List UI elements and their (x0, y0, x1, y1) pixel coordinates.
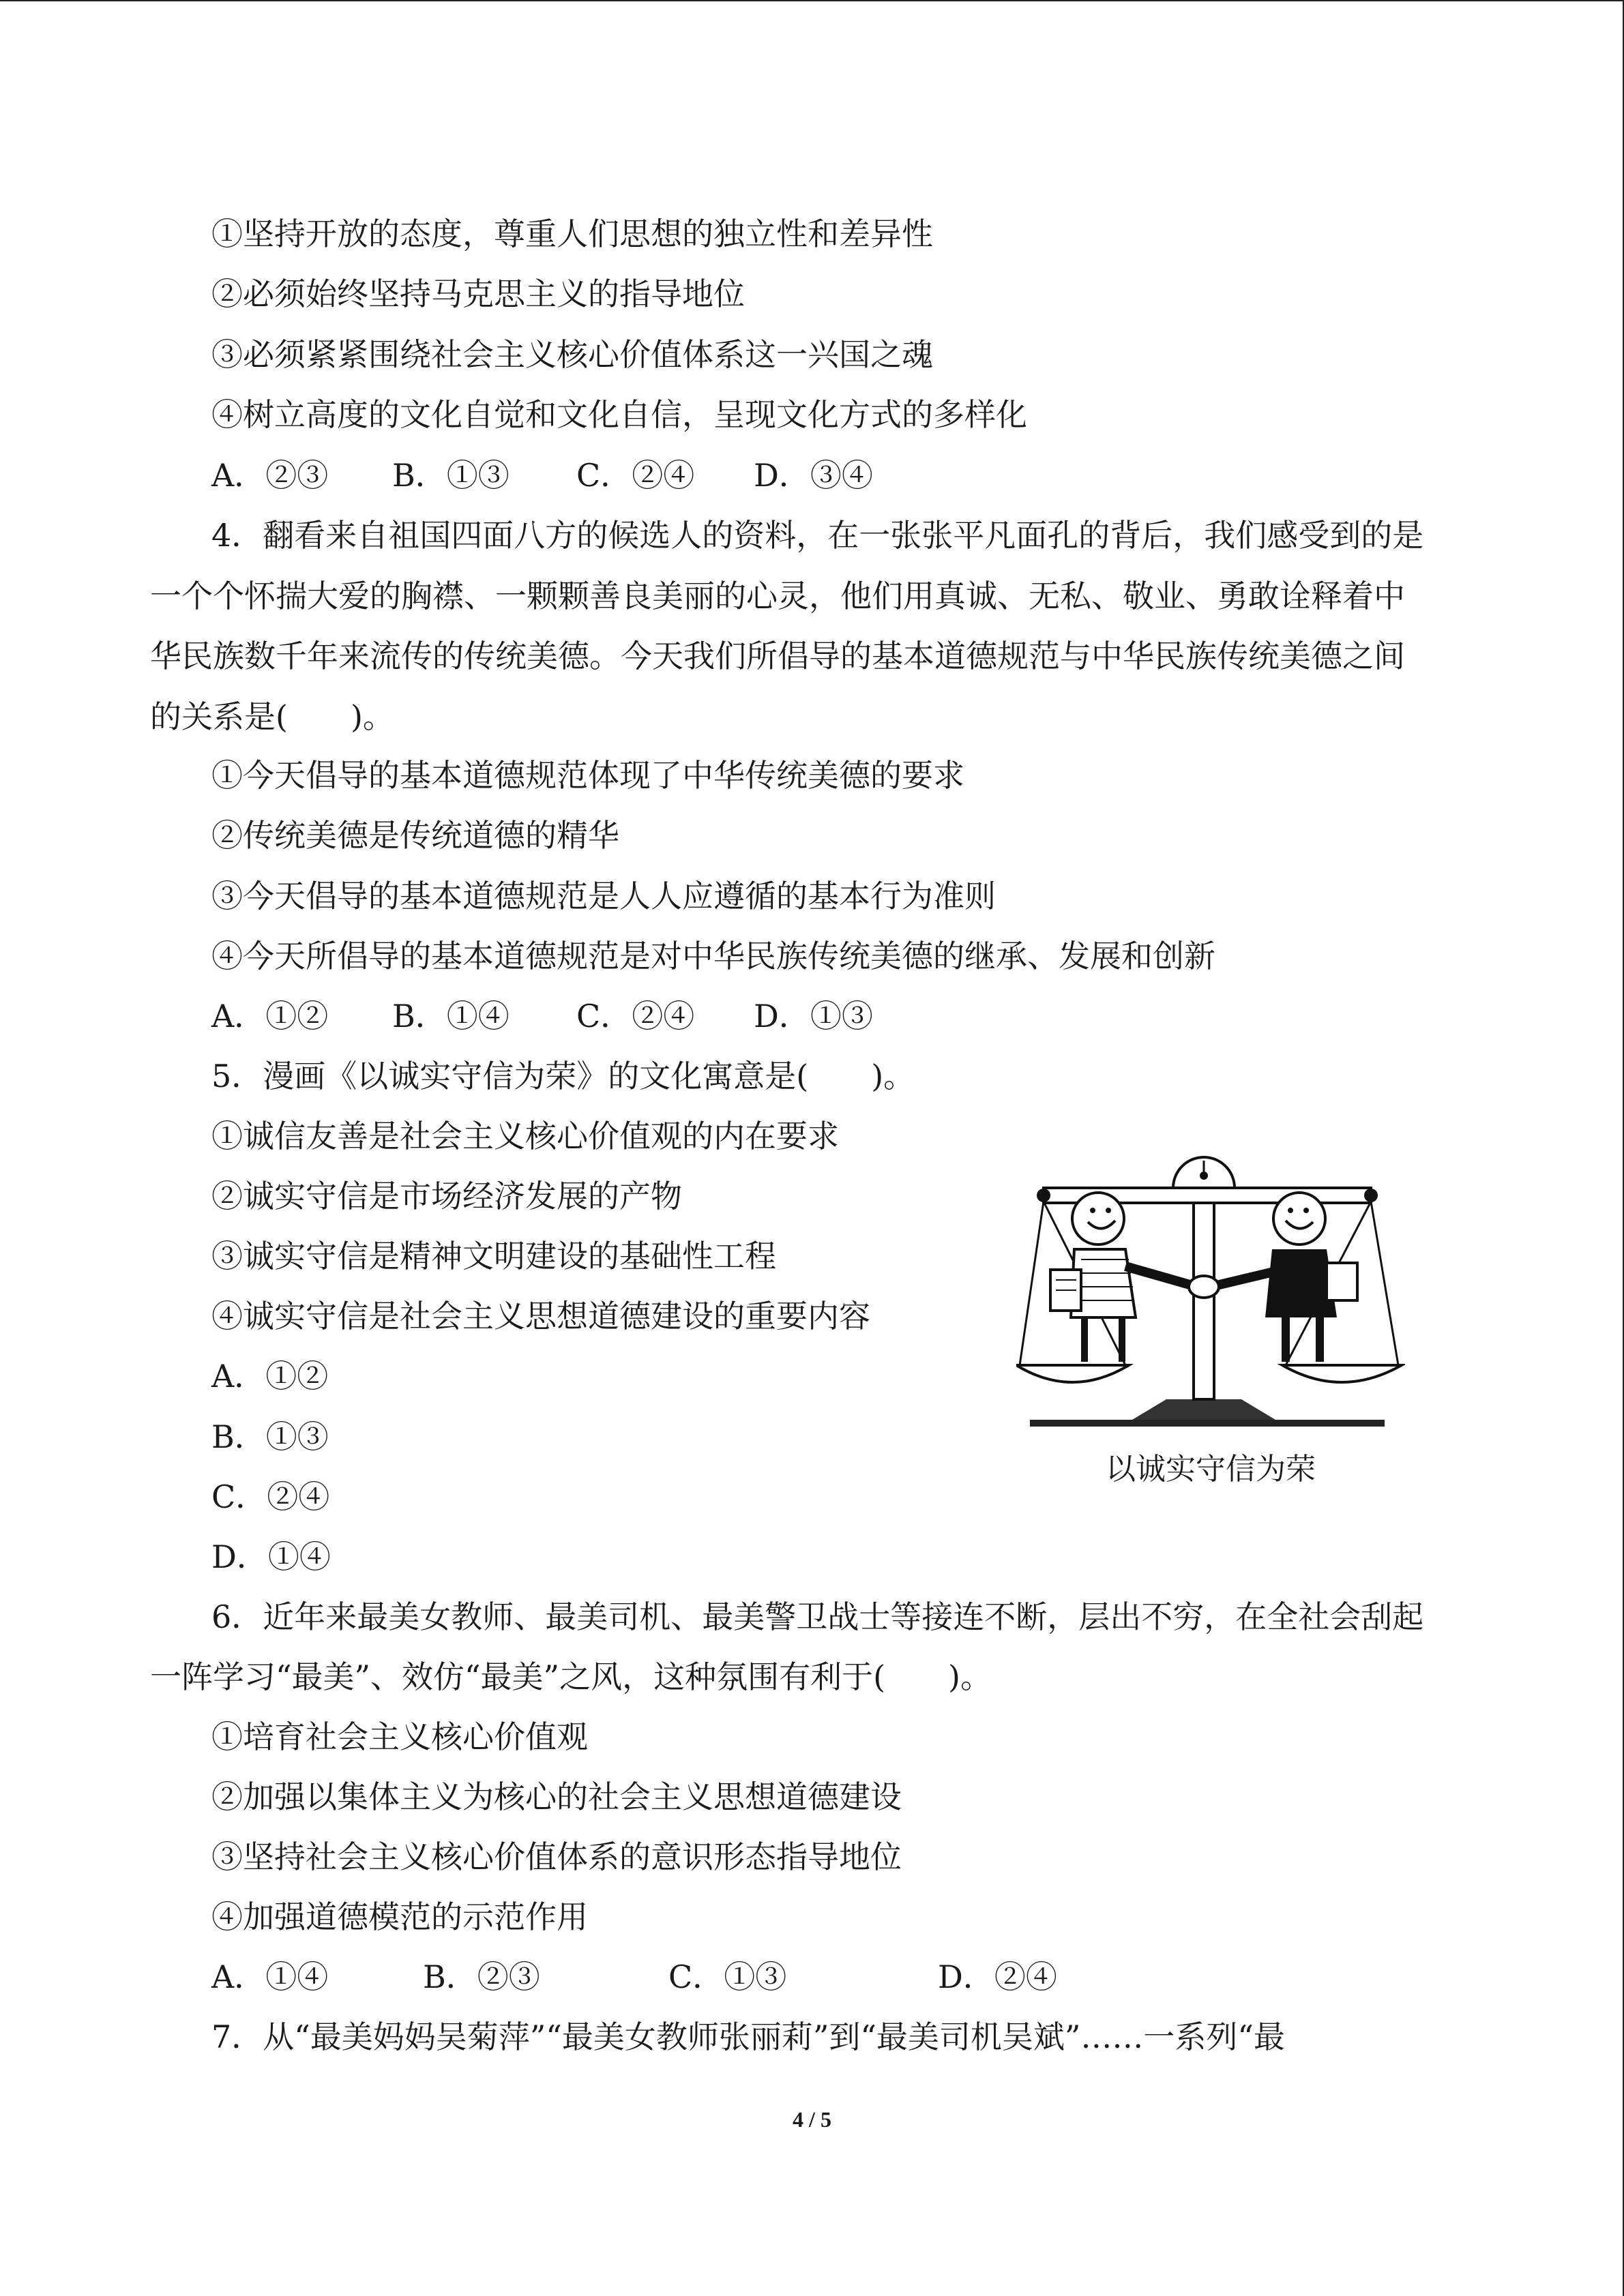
q3-option-d: D．③④ (754, 457, 873, 494)
q5-option-a: A．①② (211, 1358, 329, 1395)
q4-options (211, 996, 873, 1037)
q5-stem: 5．漫画《以诚实守信为荣》的文化寓意是( )。 (211, 1058, 915, 1094)
q4-item-1: ①今天倡导的基本道德规范体现了中华传统美德的要求 (211, 757, 964, 794)
q4-option-d: D．①③ (754, 998, 873, 1034)
q5-item-2: ②诚实守信是市场经济发展的产物 (211, 1178, 682, 1214)
q4-item-2: ②传统美德是传统道德的精华 (211, 817, 619, 854)
q6-item-1: ①培育社会主义核心价值观 (211, 1718, 588, 1755)
q5-item-4: ④诚实守信是社会主义思想道德建设的重要内容 (211, 1298, 870, 1335)
q4-option-b: B．①④ (392, 998, 510, 1034)
q6-stem-line-2: 一阵学习“最美”、效仿“最美”之风，这种氛围有利于( )。 (150, 1658, 992, 1695)
q4-option-a: A．①② (211, 998, 329, 1034)
q5-option-c: C．②④ (211, 1478, 330, 1515)
q6-stem-line-1: 6．近年来最美女教师、最美司机、最美警卫战士等接连不断，层出不穷，在全社会刮起 (211, 1598, 1424, 1635)
q6-options (211, 1956, 1057, 1997)
q4-stem-line-1: 4．翻看来自祖国四面八方的候选人的资料，在一张张平凡面孔的背后，我们感受到的是 (211, 517, 1424, 554)
q5-item-1: ①诚信友善是社会主义核心价值观的内在要求 (211, 1118, 839, 1154)
q3-option-b: B．①③ (392, 457, 510, 494)
q4-stem-line-2: 一个个怀揣大爱的胸襟、一颗颗善良美丽的心灵，他们用真诚、无私、敬业、勇敢诠释着中 (150, 578, 1405, 614)
q4-option-c: C．②④ (576, 998, 695, 1034)
q3-item-2: ②必须始终坚持马克思主义的指导地位 (211, 275, 745, 312)
q4-item-3: ③今天倡导的基本道德规范是人人应遵循的基本行为准则 (211, 878, 996, 914)
q5-option-b: B．①③ (211, 1418, 329, 1455)
q6-option-d: D．②④ (938, 1958, 1057, 1995)
q6-item-4: ④加强道德模范的示范作用 (211, 1898, 588, 1935)
q7-stem-line-1: 7．从“最美妈妈吴菊萍”“最美女教师张丽莉”到“最美司机吴斌”……一系列“最 (211, 2018, 1285, 2055)
q6-item-3: ③坚持社会主义核心价值体系的意识形态指导地位 (211, 1838, 902, 1875)
q6-item-2: ②加强以集体主义为核心的社会主义思想道德建设 (211, 1778, 902, 1815)
q3-item-3: ③必须紧紧围绕社会主义核心价值体系这一兴国之魂 (211, 336, 933, 373)
q5-option-d: D．①④ (211, 1538, 331, 1575)
cartoon-caption: 以诚实守信为荣 (1106, 1452, 1316, 1487)
q6-option-b: B．②③ (423, 1958, 540, 1995)
q4-stem-line-3: 华民族数千年来流传的传统美德。今天我们所倡导的基本道德规范与中华民族传统美德之间 (150, 638, 1405, 674)
honesty-cartoon-image (1016, 1140, 1405, 1447)
q6-option-a: A．①④ (211, 1958, 329, 1995)
q4-stem-line-4: 的关系是( )。 (150, 698, 394, 735)
q4-item-4: ④今天所倡导的基本道德规范是对中华民族传统美德的继承、发展和创新 (211, 938, 1215, 974)
q6-option-c: C．①③ (668, 1958, 787, 1995)
q5-item-3: ③诚实守信是精神文明建设的基础性工程 (211, 1238, 776, 1274)
q3-item-4: ④树立高度的文化自觉和文化自信，呈现文化方式的多样化 (211, 396, 1027, 433)
q3-item-1: ①坚持开放的态度，尊重人们思想的独立性和差异性 (211, 215, 933, 252)
page-number: 4 / 5 (793, 2107, 831, 2132)
q3-option-c: C．②④ (576, 457, 695, 494)
q3-options (211, 455, 873, 496)
q3-option-a: A．②③ (211, 457, 329, 494)
